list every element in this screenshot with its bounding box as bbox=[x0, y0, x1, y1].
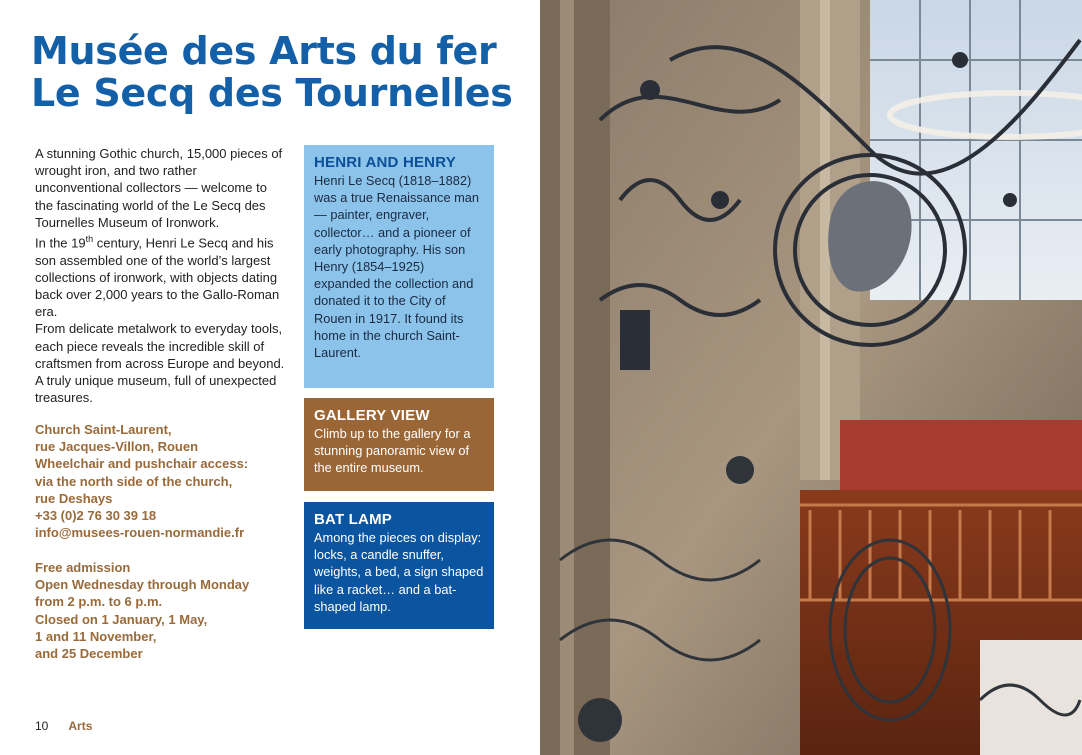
box-heading: BAT LAMP bbox=[314, 511, 392, 528]
box-text: Climb up to the gallery for a stunning panoramic view of the entire museum. bbox=[314, 426, 471, 476]
hours-line: Open Wednesday through Monday bbox=[35, 577, 250, 593]
address-line: Church Saint-Laurent, bbox=[35, 422, 172, 437]
intro-paragraph-2 bbox=[35, 231, 287, 320]
admission-line: Free admission bbox=[35, 560, 131, 575]
email-link[interactable]: info@musees-rouen-normandie.fr bbox=[35, 525, 245, 541]
address-line: rue Jacques-Villon, Rouen bbox=[35, 439, 199, 455]
intro-p2-start: In the 19 bbox=[35, 235, 86, 251]
box-heading: GALLERY VIEW bbox=[314, 407, 430, 424]
intro-p2-superscript: th bbox=[85, 234, 94, 245]
title-line-1: Musée des Arts du fer bbox=[31, 29, 497, 73]
closing-line: Closed on 1 January, 1 May, bbox=[35, 611, 208, 627]
box-heading: HENRI AND HENRY bbox=[314, 154, 456, 171]
gallery-view-box bbox=[304, 398, 494, 491]
box-text: Among the pieces on display: locks, a candle snuffer, weights, a bed, a sign shaped like a racket… and a bat-shaped lamp. bbox=[314, 530, 484, 614]
hours-line: from 2 p.m. to 6 p.m. bbox=[35, 594, 163, 610]
section-name: Arts bbox=[68, 719, 93, 733]
hours-block bbox=[35, 559, 295, 662]
museum-interior-photo bbox=[540, 0, 1082, 755]
closing-line: and 25 December bbox=[35, 646, 143, 662]
phone-number[interactable]: +33 (0)2 76 30 39 18 bbox=[35, 508, 157, 524]
page-number: 10 bbox=[35, 719, 49, 733]
intro-text bbox=[35, 145, 287, 406]
henri-and-henry-box bbox=[304, 145, 494, 388]
intro-paragraph-3: From delicate metalwork to everyday tools, each piece reveals the incredible skill of craftsmen from across Europe and beyond. A truly unique museum, full of unexpected treasures. bbox=[35, 321, 285, 406]
address-block bbox=[35, 421, 295, 541]
access-line: via the north side of the church, bbox=[35, 473, 233, 489]
intro-p2-end: century, Henri Le Secq and his son assembled one of the world’s largest collections of ironwork, with objects dating back over 2,000 years to the Gallo-Roman era. bbox=[35, 235, 280, 320]
page-footer bbox=[35, 719, 92, 733]
bat-lamp-box bbox=[304, 502, 494, 629]
page-title bbox=[31, 30, 513, 114]
access-line: rue Deshays bbox=[35, 490, 113, 506]
access-line: Wheelchair and pushchair access: bbox=[35, 456, 249, 472]
closing-line: 1 and 11 November, bbox=[35, 628, 157, 644]
box-text: Henri Le Secq (1818–1882) was a true Renaissance man — painter, engraver, collector… and a pioneer of early photography. His son Henry (1854–1925) expanded the collection and donated it to the City of Rouen in 1917. It found its home in the church Saint-Laurent. bbox=[314, 173, 480, 361]
title-line-2: Le Secq des Tournelles bbox=[31, 71, 513, 115]
intro-paragraph-1: A stunning Gothic church, 15,000 pieces of wrought iron, and two rather unconventional collectors — welcome to the fascinating world of the Le Secq des Tournelles Museum of Ironwork. bbox=[35, 146, 283, 230]
